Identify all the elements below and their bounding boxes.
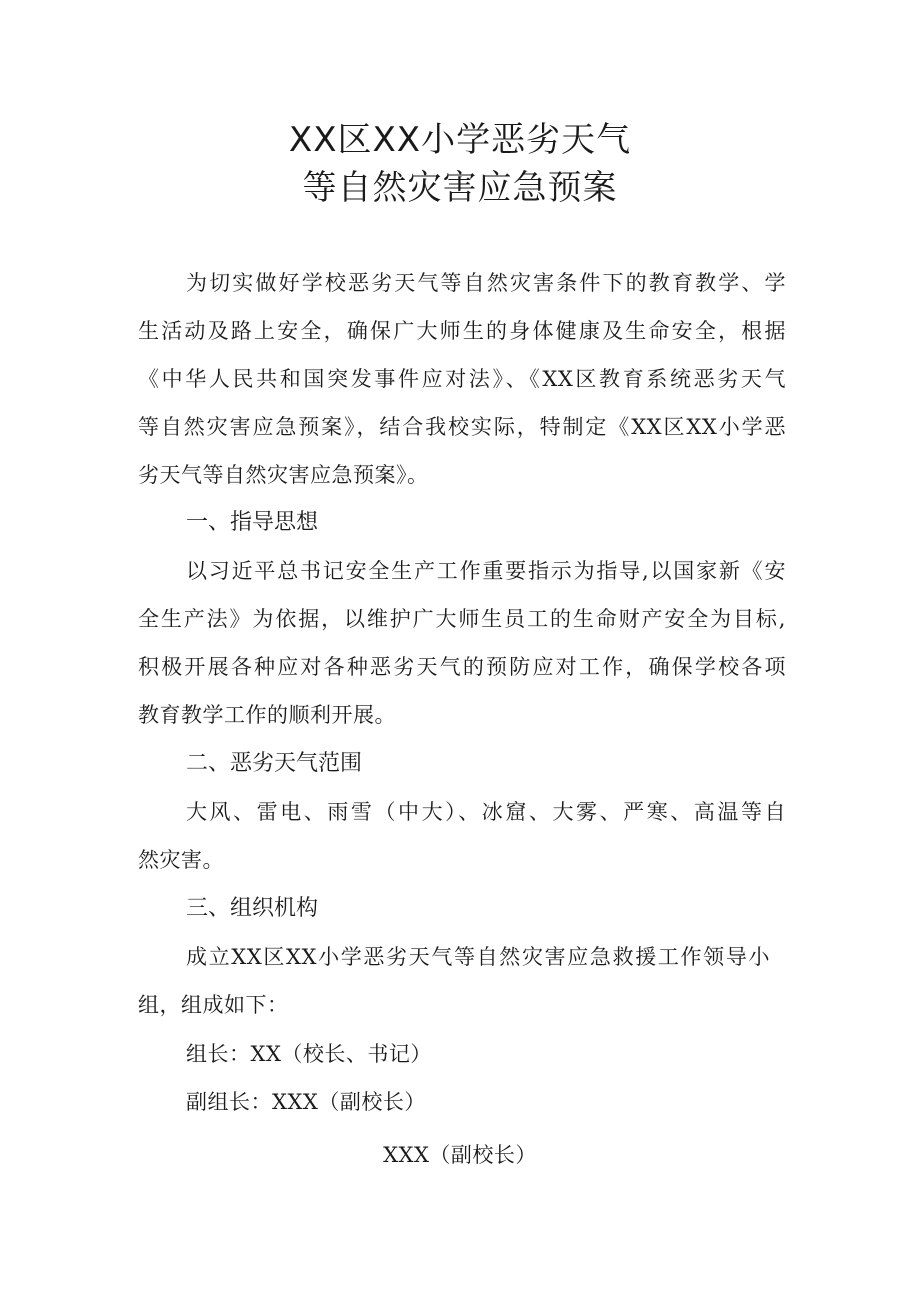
section-3-heading: 三、组织机构 [186, 896, 319, 921]
leader-line: 组长：XX（校长、书记） [186, 1042, 432, 1066]
section-3-line-2: 组，组成如下： [138, 993, 289, 1017]
section-1-line-3: 积极开展各种应对各种恶劣天气的预防应对工作，确保学校各项 [138, 655, 786, 679]
section-1-line-4: 教育教学工作的顺利开展。 [138, 703, 396, 727]
intro-line-5: 劣天气等自然灾害应急预案》。 [138, 463, 429, 487]
section-3-line-1: 成立XX区XX小学恶劣天气等自然灾害应急救援工作领导小 [186, 945, 770, 969]
section-1-line-1: 以习近平总书记安全生产工作重要指示为指导,以国家新《安 [186, 559, 786, 583]
intro-line-1: 为切实做好学校恶劣天气等自然灾害条件下的教育教学、学 [186, 271, 786, 295]
intro-line-2: 生活动及路上安全，确保广大师生的身体健康及生命安全，根据 [138, 319, 786, 343]
section-2-line-2: 然灾害。 [138, 848, 224, 872]
deputy-leader-line-2: XXX（副校长） [383, 1143, 537, 1167]
section-2-heading: 二、恶劣天气范围 [186, 751, 363, 776]
section-2-line-1: 大风、雷电、雨雪（中大）、冰窟、大雾、严寒、高温等自 [186, 800, 786, 824]
intro-line-4: 等自然灾害应急预案》，结合我校实际，特制定《XX区XX小学恶 [138, 415, 786, 439]
intro-line-3: 《中华人民共和国突发事件应对法》、《XX区教育系统恶劣天气 [138, 367, 786, 391]
document-title-line-1: XX区XX小学恶劣天气 [288, 120, 632, 160]
section-1-line-2: 全生产法》为依据，以维护广大师生员工的生命财产安全为目标, [138, 607, 786, 631]
document-title-line-2: 等自然灾害应急预案 [302, 168, 618, 208]
deputy-leader-line: 副组长：XXX（副校长） [186, 1090, 426, 1114]
section-1-heading: 一、指导思想 [186, 510, 319, 535]
